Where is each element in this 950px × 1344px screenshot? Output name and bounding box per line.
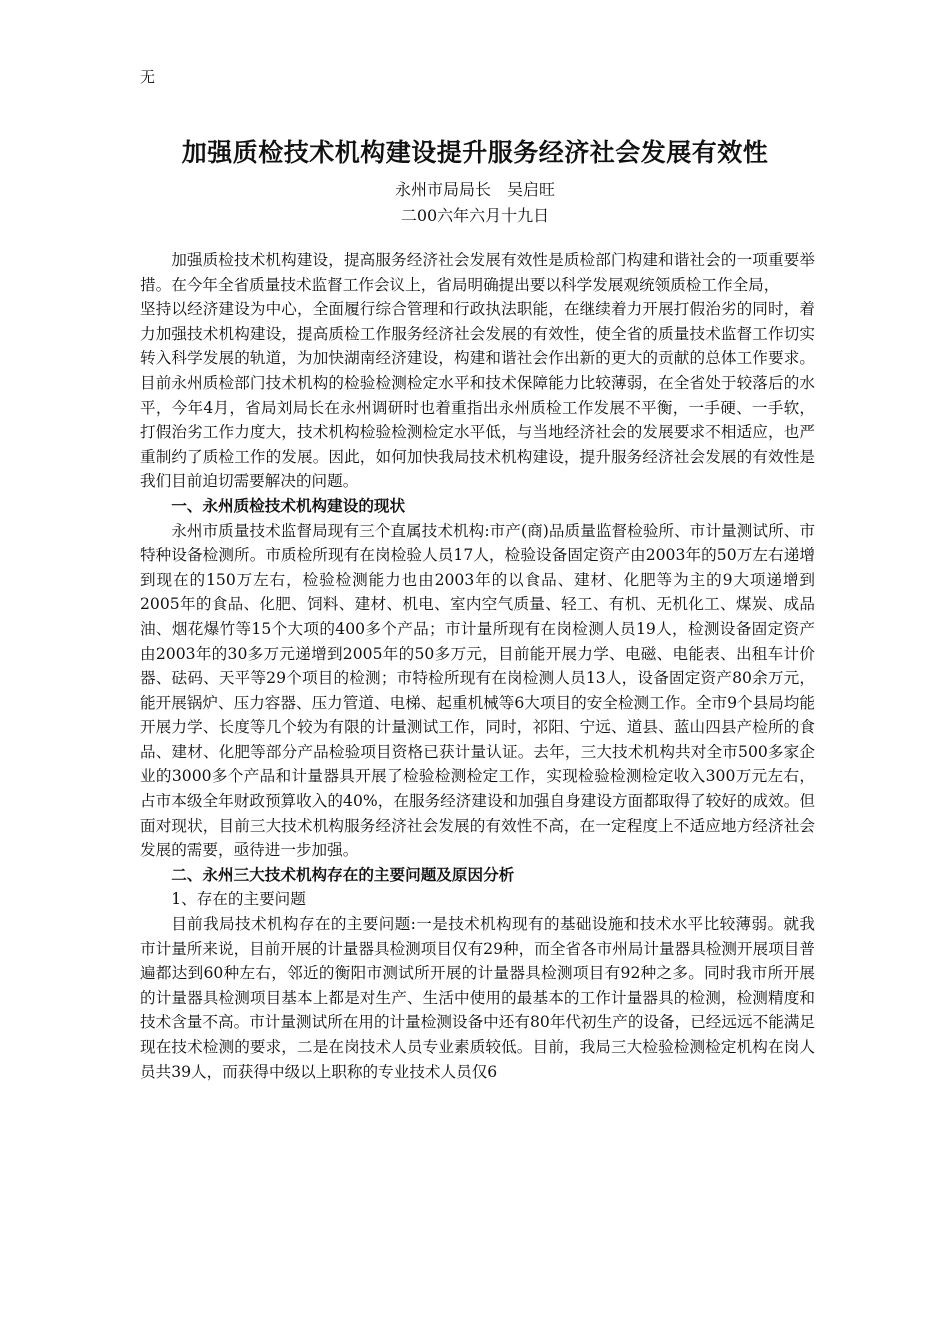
document-author: 永州市局局长 吴启旺	[394, 180, 555, 199]
document-title: 加强质检技术机构建设提升服务经济社会发展有效性	[181, 138, 769, 167]
document-body	[140, 248, 815, 1084]
paragraph-current-status: 永州市质量技术监督局现有三个直属技术机构:市产(商)品质量监督检验所、市计量测试所、市特种设备检测所。市质检所现有在岗检验人员17人，检验设备固定资产由2003年的50万左右递增到现在的150万左右，检验检测能力也由2003年的以食品、建材、化肥等为主的9大项递增到2005年的食品、化肥、饲料、建材、机电、室内空气质量、轻工、有机、无机化工、煤炭、成品油、烟花爆竹等15个大项的400多个产品；市计量所现有在岗检测人员19人，检测设备固定资产由2003年的30多万元递增到2005年的50多万元，目前能开展力学、电磁、电能表、出租车计价器、砝码、天平等29个项目的检测；市特检所现有在岗检测人员13人，设备固定资产80余万元，能开展锅炉、压力容器、压力管道、电梯、起重机械等6大项目的安全检测工作。全市9个县局均能开展力学、长度等几个较为有限的计量测试工作，同时，祁阳、宁远、道县、蓝山四县产检所的食品、建材、化肥等部分产品检验项目资格已获计量认证。去年，三大技术机构共对全市500多家企业的3000多个产品和计量器具开展了检验检测检定工作，实现检验检测检定收入300万元左右，占市本级全年财政预算收入的40%，在服务经济建设和加强自身建设方面都取得了较好的成效。但面对现状，目前三大技术机构服务经济社会发展的有效性不高，在一定程度上不适应地方经济社会发展的需要，亟待进一步加强。	[140, 521, 815, 860]
document-date: 二00六年六月十九日	[400, 206, 550, 225]
paragraph-main-problems: 目前我局技术机构存在的主要问题:一是技术机构现有的基础设施和技术水平比较薄弱。就我市计量所来说，目前开展的计量器具检测项目仅有29种，而全省各市州局计量器具检测开展项目普遍都达到60种左右，邻近的衡阳市测试所开展的计量器具检测项目有92种之多。同时我市所开展的计量器具检测项目基本上都是对生产、生活中使用的最基本的工作计量器具的检测，检测精度和技术含量不高。市计量测试所在用的计量检测设备中还有80年代初生产的设备，已经远远不能满足现在技术检测的要求，二是在岗技术人员专业素质较低。目前，我局三大检验检测检定机构在岗人员共39人，而获得中级以上职称的专业技术人员仅6	[140, 915, 815, 1081]
paragraph-intro: 加强质检技术机构建设，提高服务经济社会发展有效性是质检部门构建和谐社会的一项重要举措。在今年全省质量技术监督工作会议上，省局明确提出要以科学发展观统领质检工作全局，	[140, 251, 815, 294]
paragraph-intro-continued: 坚持以经济建设为中心，全面履行综合管理和行政执法职能，在继续着力开展打假治劣的同时，着力加强技术机构建设，提高质检工作服务经济社会发展的有效性，使全省的质量技术监督工作切实转入科学发展的轨道，为加快湖南经济建设，构建和谐社会作出新的更大的贡献的总体工作要求。目前永州质检部门技术机构的检验检测检定水平和技术保障能力比较薄弱，在全省处于较落后的水平，今年4月，省局刘局长在永州调研时也着重指出永州质检工作发展不平衡，一手硬、一手软，打假治劣工作力度大，技术机构检验检测检定水平低，与当地经济社会的发展要求不相适应，也严重制约了质检工作的发展。因此，如何加快我局技术机构建设，提升服务经济社会发展的有效性是我们目前迫切需要解决的问题。	[140, 300, 815, 491]
section-heading-2: 二、永州三大技术机构存在的主要问题及原因分析	[171, 864, 515, 884]
header-mark: 无	[140, 68, 156, 86]
subsection-heading-1: 1、存在的主要问题	[171, 890, 306, 909]
section-heading-1: 一、永州质检技术机构建设的现状	[171, 495, 406, 515]
